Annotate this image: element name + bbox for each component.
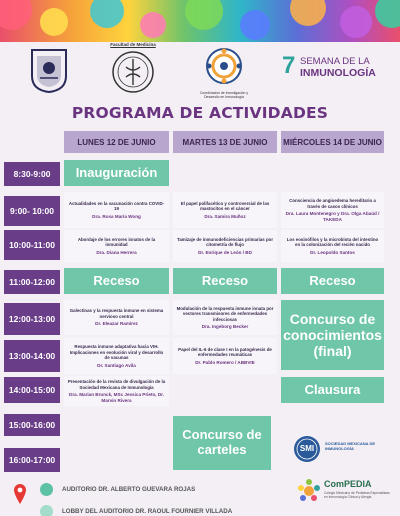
session-title: Tamizaje de inmunodeficiencias primarias por citometría de flujo xyxy=(176,236,274,248)
receso-block: Receso xyxy=(281,268,384,294)
compedia-name: ComPEDIA xyxy=(324,479,372,489)
unam-seal-logo xyxy=(28,46,70,94)
session-cell xyxy=(173,300,277,335)
fundacion-label: Coordinación de Investigación y Desarrollo en Inmunología xyxy=(199,91,249,100)
session-cell xyxy=(173,192,277,228)
banner-blob xyxy=(240,10,270,40)
session-speaker: Dra. Diana Herrera xyxy=(96,249,137,255)
time-slot: 10:00-11:00 xyxy=(4,230,60,260)
fundacion-logo xyxy=(196,46,252,102)
concurso-conocimientos-block: Concurso de conocimientos (final) xyxy=(281,300,384,370)
banner-blob xyxy=(0,0,32,30)
session-title: Papel del IL-6 de clase I en la patogénesis de enfermedades reumáticas xyxy=(178,346,272,358)
semana-line2: INMUNOLOGÍA xyxy=(300,67,376,79)
banner-blob xyxy=(40,8,68,36)
smi-text: SOCIEDAD MEXICANA DE INMUNOLOGÍA xyxy=(325,441,376,451)
session-cell xyxy=(281,230,384,262)
session-speaker: Dra. Samira Muñoz xyxy=(204,213,246,219)
session-title: Los eosinófilos y la microbiota del intestino en la colonización del recién nacido xyxy=(286,236,379,248)
time-slot: 14:00-15:00 xyxy=(4,377,60,403)
session-title: Respuesta inmune adaptativa hacia VIH. Implicaciones en evolución viral y desarrollo de vacunas xyxy=(69,344,164,360)
time-slot: 11:00-12:00 xyxy=(4,270,60,294)
time-slot: 15:00-16:00 xyxy=(4,414,60,436)
session-cell xyxy=(64,300,169,335)
clausura-block: Clausura xyxy=(281,377,384,403)
day-header-tuesday: MARTES 13 DE JUNIO xyxy=(173,131,277,153)
banner-blob xyxy=(90,0,124,28)
smi-logo xyxy=(292,434,384,464)
semana-inmunologia-logo xyxy=(282,52,394,92)
session-speaker: Dra. Marian Brunck, MSc Jessica Prieto, Dr. Marvin Rivera xyxy=(69,392,164,403)
banner-blob xyxy=(140,12,166,38)
legend-lobby: LOBBY DEL AUDITORIO DR. RAOUL FOURNIER VILLADA xyxy=(62,508,233,515)
session-title: Presentación de la revista de divulgación de la Sociedad Mexicana de Inmunología xyxy=(67,379,166,390)
session-cell xyxy=(64,376,169,406)
map-pin-icon xyxy=(14,484,26,504)
page-title: PROGRAMA DE ACTIVIDADES xyxy=(71,104,329,122)
session-title: Consciencia de angioedema hereditario a través de casos clínicos xyxy=(289,198,376,209)
session-speaker: Dra. Laura Montenegro y Dra. Olga Abaúd / TAKEDA xyxy=(285,211,380,222)
session-cell xyxy=(173,338,277,374)
session-speaker: Dr. Pablo Romero / ABBVIE xyxy=(195,359,255,365)
banner-blob xyxy=(340,6,372,38)
session-speaker: Dra. Ingeborg Becker xyxy=(201,324,249,329)
concurso-carteles-block: Concurso de carteles xyxy=(173,416,271,470)
session-speaker: Dr. Leopoldo Santos xyxy=(310,249,355,255)
semana-line1: SEMANA DE LA xyxy=(300,56,370,67)
session-speaker: Dra. Rosa María Wong xyxy=(92,213,141,219)
session-cell xyxy=(281,192,384,228)
time-slot: 12:00-13:00 xyxy=(4,303,60,335)
session-speaker: Dr. Eleazar Ramírez xyxy=(95,321,138,327)
time-slot: 9:00- 10:00 xyxy=(4,196,60,226)
logos-row xyxy=(0,42,400,104)
banner-blob xyxy=(290,0,326,26)
banner-blob xyxy=(375,0,400,28)
day-header-monday: LUNES 12 DE JUNIO xyxy=(64,131,169,153)
session-cell xyxy=(173,230,277,262)
session-title: Abordaje de los errores innatos de la inmunidad xyxy=(77,236,156,248)
inauguracion-block: Inauguración xyxy=(64,160,169,186)
medicina-label: Facultad de Medicina xyxy=(110,42,156,47)
session-cell xyxy=(64,192,169,228)
legend-dot xyxy=(40,505,53,516)
session-speaker: Dr. Santiago Avila xyxy=(97,362,136,368)
footer-legend xyxy=(0,478,400,516)
medicina-logo xyxy=(108,42,158,100)
session-title: Modulación de la respuesta inmune innata por vectores transmisores de enfermedades infecciosas xyxy=(176,305,274,322)
session-title: Actualidades en la vacunación contra COVID-19 xyxy=(68,200,165,212)
session-cell xyxy=(64,338,169,374)
receso-block: Receso xyxy=(64,268,169,294)
legend-auditorio: AUDITORIO DR. ALBERTO GUEVARA ROJAS xyxy=(62,486,196,493)
receso-block: Receso xyxy=(173,268,277,294)
session-title: Galectinas y la respuesta inmune en sistema nervioso central xyxy=(69,308,164,319)
session-speaker: Dr. Enrique de León / BD xyxy=(198,249,252,255)
legend-dot xyxy=(40,483,53,496)
day-header-wednesday: MIÉRCOLES 14 DE JUNIO xyxy=(281,131,384,153)
banner-blob xyxy=(185,0,223,30)
smi-name: SMI xyxy=(299,444,315,453)
time-slot: 8:30-9:00 xyxy=(4,162,60,186)
session-cell xyxy=(64,230,169,262)
session-title: El papel polifacético y controversial de las mastocitos en el cáncer xyxy=(180,200,270,212)
decorative-banner xyxy=(0,0,400,42)
compedia-text: Colegio Mexicano de Pediatras Especialistas en Inmunología Clínica y Alergia xyxy=(324,491,390,500)
time-slot: 13:00-14:00 xyxy=(4,340,60,372)
time-slot: 16:00-17:00 xyxy=(4,448,60,472)
semana-number: 7 xyxy=(282,52,296,79)
